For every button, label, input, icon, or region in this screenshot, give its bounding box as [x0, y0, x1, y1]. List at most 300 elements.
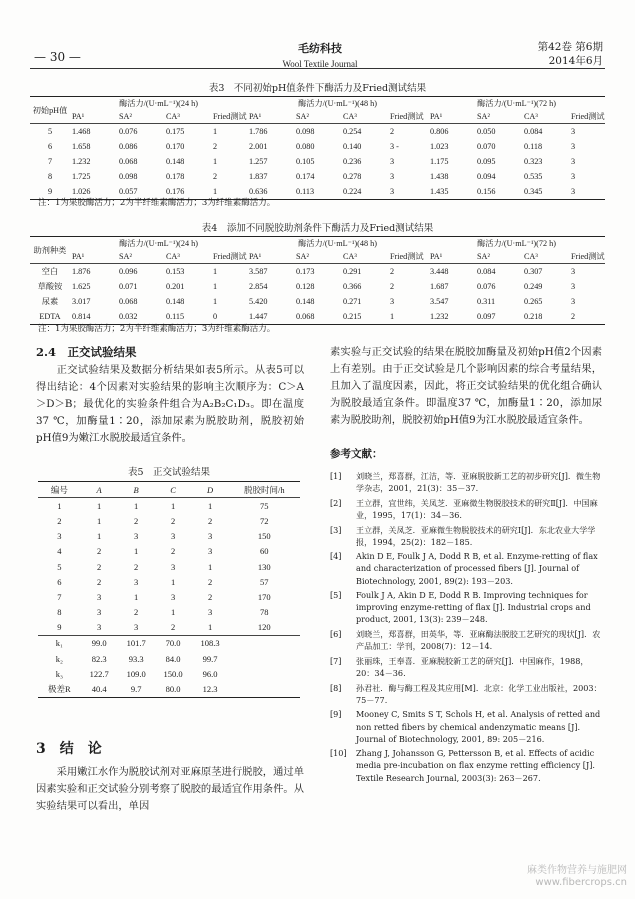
table5-row: [38, 681, 300, 697]
table5-cell: 极差R: [38, 681, 81, 697]
table4-row-cell: 3.448: [430, 267, 449, 276]
table4-row-cell: 0.097: [475, 309, 522, 325]
table3-row-cell: 1.438: [430, 172, 449, 181]
table3-row-cell: 3 -: [389, 142, 399, 151]
table5-row: [38, 589, 300, 604]
table3: [30, 96, 605, 200]
table4-group-24h: 酶活力/(U·mL⁻¹)(24 h): [70, 237, 247, 251]
table5-cell: 3: [57, 531, 62, 542]
table4-row-cell: 3.547: [430, 297, 449, 306]
table3-row-cell: 0.098: [295, 127, 315, 136]
table3-row-cell: 0.636: [247, 184, 294, 200]
table5-header-cell: C: [155, 482, 192, 498]
table4-row-cell: 0.215: [341, 309, 388, 325]
table3-row-cell: 0.345: [522, 184, 569, 200]
table3-sub-sa: SA²: [294, 110, 341, 124]
table5-cell: 78: [260, 607, 269, 618]
table3-row-cell: 0.080: [295, 142, 315, 151]
references-list: [330, 470, 602, 786]
table3-group-24h: 酶活力/(U·mL⁻¹)(24 h): [70, 97, 247, 111]
table4-row-cell: 尿素: [41, 297, 59, 306]
table3-row-cell: 1.837: [249, 172, 268, 181]
table3-row-cell: 1: [212, 127, 218, 136]
table5-cell: 8: [57, 607, 62, 618]
table5-row: [38, 574, 300, 589]
table5-header-row: [38, 482, 300, 498]
table3-row-cell: 0.086: [118, 142, 138, 151]
table3-row-cell: 3: [570, 142, 576, 151]
table3-row-cell: 0.174: [295, 172, 315, 181]
table4-row-cell: 1.687: [430, 282, 449, 291]
reference-number: [8]: [330, 682, 342, 693]
table4-row-cell: 0.366: [342, 282, 362, 291]
table5-cell: 84.0: [165, 653, 181, 664]
table4-row-cell: 1.447: [247, 309, 294, 325]
table4-sub-sa: SA²: [475, 250, 522, 264]
table5-cell: [229, 681, 300, 697]
reference-text: 孙君社．酶与酶工程及其应用[M]．北京：化学工业出版社，2003：75－77.: [356, 682, 602, 705]
table3-row-cell: 0.236: [342, 157, 362, 166]
section-2-4-body: [36, 362, 304, 447]
table3-row-cell: 3: [570, 172, 576, 181]
table4-sub-sa: SA²: [117, 250, 164, 264]
table5-cell: 75: [260, 500, 269, 511]
table4-row-cell: 3: [570, 282, 576, 291]
table3-subheader-row: [30, 110, 605, 124]
section-3-paragraph-left: 采用嫩江水作为脱胶试剂对亚麻原茎进行脱胶，通过单因素实验和正交试验分别考察了脱胶的最适宜作用条件。从实验结果可以看出，单因: [36, 766, 304, 812]
table5-cell: 9.7: [118, 681, 155, 697]
journal-name-cn: 毛纺科技: [298, 42, 342, 55]
section-3-body-left: [36, 764, 304, 815]
table4-row-cell: 0.115: [164, 309, 211, 325]
table5-cell: 2: [155, 620, 192, 636]
table5-cell: 99.0: [91, 638, 107, 649]
reference-item: [330, 628, 602, 652]
table3-row-cell: 3: [569, 184, 605, 200]
table3-row-cell: 0.057: [117, 184, 164, 200]
reference-item: [330, 708, 602, 744]
reference-number: [1]: [330, 471, 342, 481]
table5-row: [38, 529, 300, 544]
reference-item: [330, 747, 602, 783]
table5-cell: [229, 635, 300, 651]
table3-row-cell: 2: [212, 142, 218, 151]
table3-row-cell: 3: [389, 172, 395, 181]
table3-row-cell: 1.232: [72, 157, 91, 166]
table3-row-cell: 1.786: [249, 127, 268, 136]
table4-row-cell: 2: [389, 267, 395, 276]
table5-cell: 130: [257, 561, 271, 572]
table5-cell: 3: [207, 531, 213, 542]
table4-row-cell: 0.173: [295, 267, 315, 276]
table3-row-cell: 0.178: [165, 172, 185, 181]
page-number: — 30 —: [34, 50, 81, 64]
table5-cell: 3: [170, 531, 176, 542]
table4-row: [30, 264, 605, 280]
table3-row: [30, 169, 605, 184]
table3-row-cell: 0.254: [342, 127, 362, 136]
table4-row-cell: 0.218: [522, 309, 569, 325]
table4-row-cell: 0.071: [118, 282, 138, 291]
table3-row-cell: 1.257: [249, 157, 268, 166]
table4-sub-pa: PA¹: [247, 250, 294, 264]
table5-cell: 3: [170, 561, 176, 572]
table5-cell: 2: [134, 607, 139, 618]
table4-sub-ca: CA³: [164, 250, 211, 264]
table5-cell: 170: [257, 591, 271, 602]
table3-row-cell: 0.118: [523, 142, 543, 151]
table3-sub-sa: SA²: [117, 110, 164, 124]
table3-row-cell: 0.156: [475, 184, 522, 200]
table5-cell: 101.7: [126, 638, 146, 649]
reference-item: [330, 589, 602, 625]
table5-cell: 82.3: [91, 653, 107, 664]
table4-row: [30, 294, 605, 309]
reference-number: [5]: [330, 590, 342, 601]
table4-sub-pa: PA¹: [428, 250, 475, 264]
table3-sub-fried: Fried测试: [569, 110, 605, 124]
table5-cell: 1: [134, 591, 139, 602]
table3-row-cell: 0.278: [342, 172, 362, 181]
table5-cell: 2: [97, 546, 102, 557]
table3-row-cell: 1.725: [72, 172, 91, 181]
table4-row-cell: 0.076: [476, 282, 496, 291]
reference-text: 刘晓兰，郑喜群，江洁，等．亚麻脱胶新工艺的初步研究[J]．微生物学杂志，2001，21(3)：35－37.: [356, 471, 601, 494]
table5-cell: 96.0: [202, 668, 218, 679]
table3-row-cell: 0.224: [341, 184, 388, 200]
table5-cell: k₂: [55, 653, 63, 664]
section-2-4-heading: 2.4 正交试验结果: [36, 345, 137, 359]
table4-row-cell: 1.876: [72, 267, 91, 276]
volume-issue: 第42卷 第6期: [537, 41, 603, 53]
table3-row-cell: 0.140: [342, 142, 362, 151]
table3-row: [30, 154, 605, 169]
reference-number: [7]: [330, 655, 342, 666]
table4-row-cell: 2.854: [249, 282, 268, 291]
table4-row-cell: 0.032: [117, 309, 164, 325]
table3-row-cell: 0.098: [118, 172, 138, 181]
table5-cell: 6: [57, 576, 62, 587]
table4-row-cell: 1: [212, 267, 218, 276]
table4-row-cell: 1: [212, 282, 218, 291]
table3-row-cell: 1.468: [72, 127, 91, 136]
table4-row-cell: 1.625: [72, 282, 91, 291]
table3-row-cell: 3: [389, 157, 395, 166]
table4-row-cell: 2: [389, 282, 395, 291]
table5-header-cell: 脱胶时间/h: [229, 482, 300, 498]
table3-row: [30, 124, 605, 140]
table3-row-cell: 6: [47, 142, 53, 151]
reference-item: [330, 682, 602, 706]
table3-sub-sa: SA²: [475, 110, 522, 124]
table5-header-cell: A: [81, 482, 118, 498]
table4-row-cell: 0.148: [295, 297, 315, 306]
table5-cell: 108.3: [200, 638, 220, 649]
table5-cell: 2: [134, 561, 139, 572]
table5-row: [38, 498, 300, 514]
table5-cell: 40.4: [81, 681, 118, 697]
table4-row: [30, 279, 605, 294]
reference-item: [330, 550, 602, 586]
section-3-paragraph-right: 素实验与正交试验的结果在脱胶加酶量及初始pH值2个因素上有差别。由于正交试验是几个影响因素的综合考量结果，且加入了温度因素，因此，将正交试验结果的优化组合确认为脱胶最适宜条件。即温度37 ℃，加酶量1∶20，添加尿素为脱胶助剂，脱胶初始pH值9为江水脱胶最适宜条件。: [330, 346, 602, 426]
table5-cell: [229, 666, 300, 681]
table3-row-header: 初始pH值: [30, 97, 70, 124]
table3-row-cell: 1.026: [70, 184, 117, 200]
table4-sub-sa: SA²: [294, 250, 341, 264]
section-3-heading: 3 结 论: [36, 741, 102, 757]
section-3-body-right: [330, 344, 602, 429]
table5-cell: 72: [260, 515, 269, 526]
reference-text: Akin D E, Foulk J A, Dodd R B, et al. Enzyme-retting of flax and characterization of processed fibers [J]. Journal of Biotechnology, 2001, 89(2): 193－203.: [356, 551, 598, 586]
table5-cell: 2: [97, 561, 102, 572]
table5-cell: 1: [97, 531, 102, 542]
table5-cell: 2: [134, 515, 139, 526]
table5-cell: 120: [229, 620, 300, 636]
table4-group-72h: 酶活力/(U·mL⁻¹)(72 h): [428, 237, 605, 251]
table5-cell: 12.3: [192, 681, 229, 697]
table4-sub-ca: CA³: [341, 250, 388, 264]
table3-row-cell: 1.658: [72, 142, 91, 151]
table5: [38, 481, 300, 698]
table4-caption: 表4 添加不同脱胶助剂条件下酶活力及Fried测试结果: [201, 223, 434, 234]
table5-cell: 2: [170, 546, 176, 557]
table4: [30, 236, 605, 325]
table3-group-48h: 酶活力/(U·mL⁻¹)(48 h): [247, 97, 428, 111]
table3-row-cell: 1.435: [428, 184, 475, 200]
table4-row-cell: 3: [389, 297, 395, 306]
table3-sub-ca: CA³: [341, 110, 388, 124]
table5-cell: 122.7: [89, 668, 109, 679]
table5-cell: 1: [134, 500, 139, 511]
table4-sub-fried: Fried测试: [569, 250, 605, 264]
table3-row-cell: 0.070: [476, 142, 496, 151]
table4-row-cell: EDTA: [30, 309, 70, 325]
table5-cell: 109.0: [126, 668, 146, 679]
table3-sub-pa: PA¹: [70, 110, 117, 124]
reference-text: 王立群，关凤芝．亚麻微生物脱胶技术的研究Ⅰ[J]．东北农业大学学报，1994，25(2)：182－185.: [356, 524, 596, 547]
table3-row-cell: 0.094: [476, 172, 496, 181]
header-rule: [30, 68, 605, 69]
reference-item: [330, 655, 602, 679]
table4-row-cell: 3.017: [72, 297, 91, 306]
reference-number: [3]: [330, 524, 342, 535]
reference-number: [4]: [330, 551, 342, 562]
table5-cell: 80.0: [155, 681, 192, 697]
table3-row-cell: 0.050: [476, 127, 496, 136]
table3-row-cell: 1.023: [430, 142, 449, 151]
table5-cell: 60: [260, 546, 269, 557]
table5-cell: 150.0: [163, 668, 183, 679]
table4-row-cell: 0.068: [118, 297, 138, 306]
table4-sub-fried: Fried测试: [388, 250, 428, 264]
table3-row-cell: 0.806: [430, 127, 449, 136]
table3-row-cell: 2: [212, 172, 218, 181]
table5-row: [38, 544, 300, 559]
table5-cell: 99.7: [202, 653, 218, 664]
table4-row-cell: 3: [570, 297, 576, 306]
table3-row-cell: 0.323: [523, 157, 543, 166]
table5-cell: 2: [57, 515, 62, 526]
table4-sub-pa: PA¹: [70, 250, 117, 264]
journal-header: [220, 40, 420, 69]
table3-row-cell: 0.095: [476, 157, 496, 166]
table5-header-cell: 编号: [38, 482, 81, 498]
table4-row-cell: 0.153: [165, 267, 185, 276]
table4-row-cell: 0.148: [165, 297, 185, 306]
table5-header-cell: D: [192, 482, 229, 498]
table3-row-cell: 3: [388, 184, 428, 200]
reference-number: [2]: [330, 497, 342, 508]
table4-row-cell: 0.814: [70, 309, 117, 325]
table3-row-cell: 7: [47, 157, 53, 166]
table3-row-cell: 0.068: [118, 157, 138, 166]
reference-text: 张丽珠，王奉喜．亚麻脱胶新工艺的研究[J]．中国麻作，1988，20：34－36.: [356, 655, 589, 678]
table5-cell: 70.0: [165, 638, 181, 649]
table5-cell: 7: [57, 591, 62, 602]
table3-row-cell: 0.175: [165, 127, 185, 136]
table5-cell: 9: [38, 620, 81, 636]
table5-cell: 1: [57, 500, 62, 511]
table3-sub-ca: CA³: [522, 110, 569, 124]
table5-cell: 2: [207, 576, 213, 587]
table4-row-cell: 1: [388, 309, 428, 325]
table5-row: [38, 666, 300, 681]
issue-info: [538, 40, 603, 68]
table4-row-cell: 1: [212, 297, 218, 306]
table3-row-cell: 5: [47, 127, 53, 136]
table5-cell: 3: [170, 591, 176, 602]
table5-cell: 3: [81, 620, 118, 636]
table3-row-cell: 2: [389, 127, 395, 136]
table5-cell: 4: [57, 546, 62, 557]
table3-row-cell: 0.148: [165, 157, 185, 166]
watermark-line1: 麻类作物营养与施肥网: [527, 865, 627, 876]
table3-sub-fried: Fried测试: [211, 110, 247, 124]
table5-cell: 2: [207, 591, 213, 602]
journal-name-en: Wool Textile Journal: [282, 59, 358, 69]
table5-cell: 2: [97, 576, 102, 587]
table5-cell: 1: [134, 546, 139, 557]
watermark: [527, 865, 627, 889]
table5-cell: 5: [57, 561, 62, 572]
section-2-4-paragraph: 正交试验结果及数据分析结果如表5所示。从表5可以得出结论：4个因素对实验结果的影响主次顺序为：C＞A＞D＞B；最优化的实验条件组合为A₂B₂C₁D₃。即在温度37 ℃，加酶量1∶20，添加尿素为脱胶助剂，脱胶初始pH值9为嫩江水脱胶最适宜条件。: [36, 364, 304, 444]
table3-row-cell: 2.001: [249, 142, 268, 151]
table5-cell: 3: [207, 607, 213, 618]
table3-row-cell: 0.105: [295, 157, 315, 166]
table5-caption: 表5 正交试验结果: [127, 467, 211, 478]
table5-cell: 1: [97, 500, 102, 511]
table4-row-cell: 0.068: [294, 309, 341, 325]
table4-row-cell: 草酸铵: [37, 282, 63, 291]
table4-row-cell: 0.249: [523, 282, 543, 291]
table5-row: [38, 651, 300, 666]
table3-row-cell: 0.113: [294, 184, 341, 200]
table4-row-cell: 0.307: [523, 267, 543, 276]
watermark-line2: www.fibercrops.cn: [535, 877, 627, 888]
table4-row-cell: 0.271: [342, 297, 362, 306]
table4-subheader-row: [30, 250, 605, 264]
table3-row-cell: 1: [211, 184, 247, 200]
reference-item: [330, 497, 602, 521]
table5-row: [38, 605, 300, 620]
table4-row-cell: 0.128: [295, 282, 315, 291]
table5-cell: 1: [207, 561, 213, 572]
table5-cell: 150: [257, 531, 271, 542]
table5-cell: 3: [134, 576, 139, 587]
table3-group-72h: 酶活力/(U·mL⁻¹)(72 h): [428, 97, 605, 111]
table5-cell: k₁: [55, 638, 63, 649]
table5-cell: 1: [170, 607, 176, 618]
table3-row-cell: 0.176: [164, 184, 211, 200]
table3-sub-pa: PA¹: [247, 110, 294, 124]
reference-text: 刘晓兰，郑喜群，田英华，等．亚麻酶法脱胶工艺研究的现状[J]．农产品加工：学刊，2008(7)：12－14.: [356, 629, 601, 652]
table3-caption: 表3 不同初始pH值条件下酶活力及Fried测试结果: [208, 83, 427, 94]
table5-cell: 2: [207, 515, 213, 526]
table4-row-cell: 空白: [41, 267, 59, 276]
reference-text: 王立群，宜世纬，关凤芝．亚麻微生物脱胶技术的研究Ⅱ[J]．中国麻业，1995，17(1)：34－36.: [356, 497, 598, 520]
table5-cell: 1: [170, 576, 176, 587]
issue-date: 2014年6月: [548, 55, 603, 67]
table4-group-48h: 酶活力/(U·mL⁻¹)(48 h): [247, 237, 428, 251]
table4-row-cell: 0.311: [476, 297, 496, 306]
table4-row-cell: 3: [570, 267, 576, 276]
table5-cell: 1: [170, 500, 176, 511]
reference-text: Mooney C, Smits S T, Schols H, et al. Analysis of retted and non retted fibers by chemical andenzymatic means [J]. Journal of Biotechnology, 2001, 89: 205－216.: [356, 709, 601, 744]
table3-note: 注：1为果胶酶活力；2为半纤维素酶活力；3为纤维素酶活力。: [38, 198, 276, 208]
table4-row-header: 助剂种类: [30, 237, 70, 264]
table5-cell: 2: [170, 515, 176, 526]
reference-text: Foulk J A, Akin D E, Dodd R B. Improving techniques for improving enzyme-retting of flax [J]. Industrial crops and product, 2001, 13(3): 239－248.: [356, 590, 591, 625]
reference-number: [10]: [330, 748, 347, 759]
table3-row-cell: 8: [47, 172, 53, 181]
table5-cell: 3: [97, 591, 102, 602]
table5-cell: k₃: [55, 668, 63, 679]
table5-cell: 57: [260, 576, 269, 587]
table3-row-cell: 1.175: [430, 157, 449, 166]
table3-row-cell: 3: [570, 157, 576, 166]
table4-row-cell: 1.232: [428, 309, 475, 325]
table5-cell: 1: [192, 620, 229, 636]
table3-row-cell: 9: [30, 184, 70, 200]
table4-row-cell: 0.096: [118, 267, 138, 276]
table4-row-cell: 0: [211, 309, 247, 325]
table5-cell: 3: [118, 620, 155, 636]
table4-row-cell: 0.084: [476, 267, 496, 276]
table5-row: [38, 559, 300, 574]
reference-number: [9]: [330, 709, 342, 720]
reference-number: [6]: [330, 629, 342, 640]
table5-row: [38, 513, 300, 528]
table3-row-cell: 3: [570, 127, 576, 136]
table5-row: [38, 620, 300, 636]
table3-row: [30, 139, 605, 154]
table4-note: 注：1为果胶酶活力；2为半纤维素酶活力；3为纤维素酶活力。: [38, 324, 276, 334]
table4-row-cell: 3.587: [249, 267, 268, 276]
table4-row-cell: 2: [569, 309, 605, 325]
table4-sub-ca: CA³: [522, 250, 569, 264]
table3-row-cell: 0.076: [118, 127, 138, 136]
reference-item: [330, 524, 602, 548]
table3-sub-pa: PA¹: [428, 110, 475, 124]
table3-row-cell: 0.170: [165, 142, 185, 151]
references-heading: 参考文献：: [330, 448, 383, 460]
table5-header-cell: B: [118, 482, 155, 498]
table4-row-cell: 5.420: [249, 297, 268, 306]
table5-cell: 3: [134, 531, 139, 542]
table4-row-cell: 0.291: [342, 267, 362, 276]
reference-item: [330, 470, 602, 494]
table5-cell: [229, 651, 300, 666]
